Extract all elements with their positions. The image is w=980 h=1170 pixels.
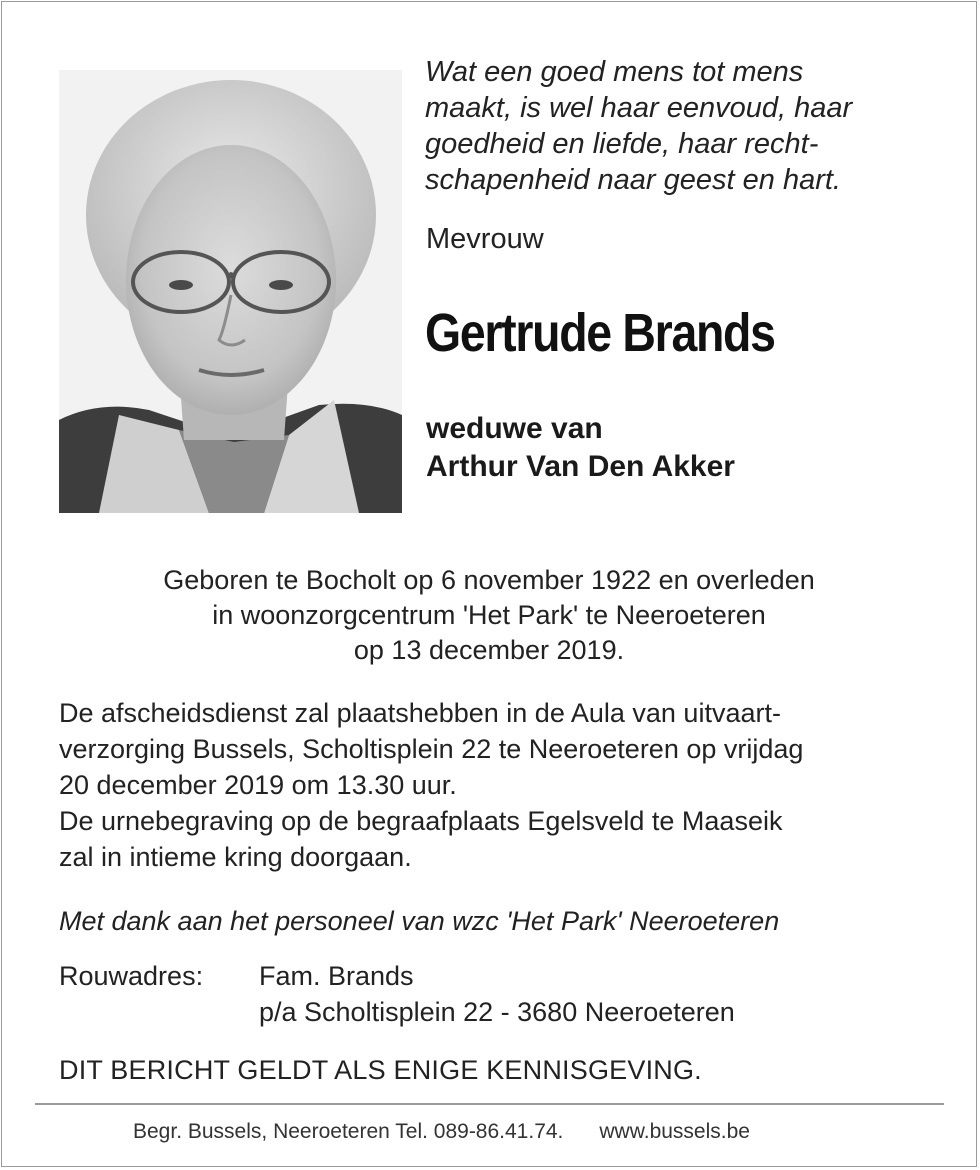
service-line: De urnebegraving op de begraafplaats Egelsveld te Maaseik	[59, 806, 783, 836]
footer	[133, 1118, 750, 1146]
birth-death-info	[59, 563, 919, 668]
service-line: De afscheidsdienst zal plaatshebben in de Aula van uitvaart-	[59, 698, 781, 728]
mourning-address-label: Rouwadres:	[59, 961, 204, 991]
deceased-name: Gertrude Brands	[425, 303, 775, 363]
birth-death-line: op 13 december 2019.	[353, 635, 625, 665]
spouse-info	[426, 410, 735, 486]
quote-line: Wat een goed mens tot mens	[425, 56, 804, 88]
memorial-quote	[425, 54, 945, 198]
funeral-home-contact: Begr. Bussels, Neeroeteren Tel. 089-86.41.74.	[133, 1120, 564, 1143]
mourning-address-lines	[259, 958, 735, 1030]
footer-divider	[35, 1103, 944, 1105]
service-line: 20 december 2019 om 13.30 uur.	[59, 770, 457, 800]
service-line: verzorging Bussels, Scholtisplein 22 te Neeroeteren op vrijdag	[59, 734, 804, 764]
salutation: Mevrouw	[426, 223, 544, 255]
quote-line: schapenheid naar geest en hart.	[425, 164, 841, 196]
website-link[interactable]: www.bussels.be	[599, 1120, 750, 1143]
quote-line: goedheid en liefde, haar recht-	[425, 128, 819, 160]
thanks-note: Met dank aan het personeel van wzc 'Het Park' Neeroeteren	[59, 906, 780, 936]
portrait-photo	[59, 70, 402, 513]
birth-death-line: Geboren te Bocholt op 6 november 1922 en overleden	[163, 565, 815, 595]
service-line: zal in intieme kring doorgaan.	[59, 842, 412, 872]
address-line: Fam. Brands	[259, 961, 414, 991]
quote-line: maakt, is wel haar eenvoud, haar	[425, 92, 853, 124]
spouse-relation: weduwe van	[426, 412, 603, 445]
service-info	[59, 695, 939, 875]
birth-death-line: in woonzorgcentrum 'Het Park' te Neeroeteren	[212, 600, 766, 630]
address-line: p/a Scholtisplein 22 - 3680 Neeroeteren	[259, 997, 735, 1027]
spouse-name: Arthur Van Den Akker	[426, 450, 735, 483]
official-notice: DIT BERICHT GELDT ALS ENIGE KENNISGEVING.	[59, 1055, 702, 1085]
